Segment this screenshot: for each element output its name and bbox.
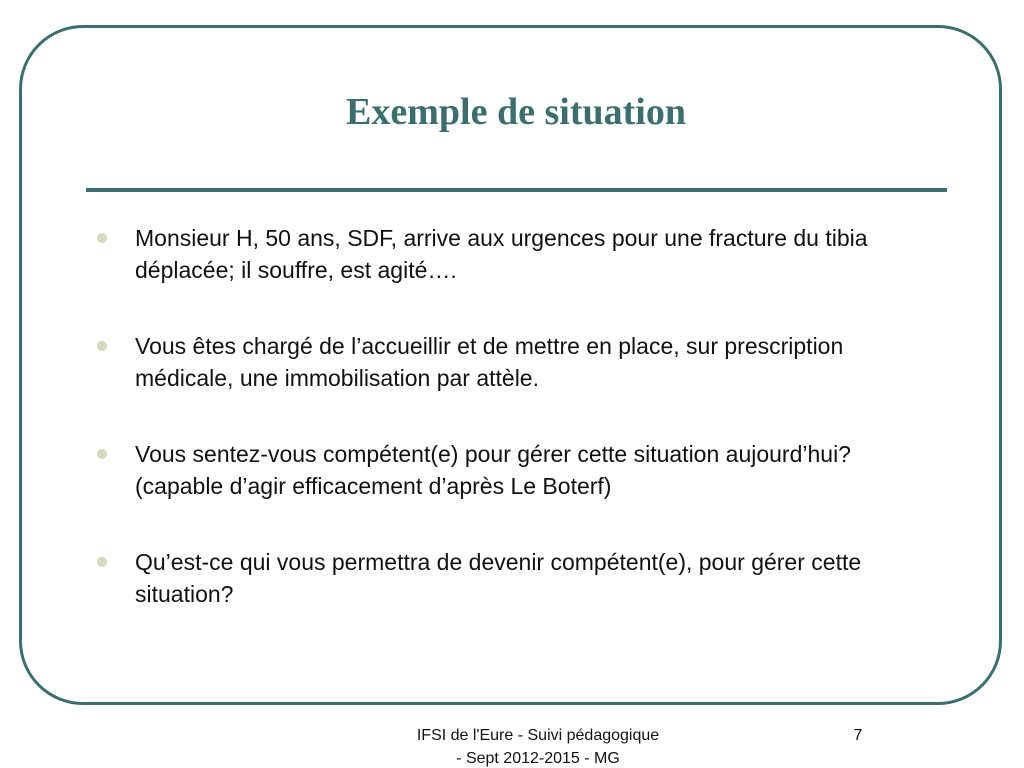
slide-number: 7 xyxy=(853,727,863,744)
footer-line-2: - Sept 2012-2015 - MG xyxy=(456,750,620,767)
footer-text xyxy=(380,724,696,768)
footer-line-1: IFSI de l'Eure - Suivi pédagogique xyxy=(416,727,660,744)
bullet-text: Qu’est-ce qui vous permettra de devenir compétent(e), pour gérer cette situation? xyxy=(135,549,862,607)
bullet-text: Vous sentez-vous compétent(e) pour gérer cette situation aujourd’hui? (capable d’agir efficacement d’après Le Boterf) xyxy=(135,441,851,499)
list-item xyxy=(96,330,916,394)
bullet-icon xyxy=(97,557,107,567)
bullet-text: Vous êtes chargé de l’accueillir et de mettre en place, sur prescription médicale, une immobilisation par attèle. xyxy=(135,333,844,391)
bullet-icon xyxy=(97,233,107,243)
list-item xyxy=(96,546,916,610)
list-item xyxy=(96,438,916,502)
bullet-text: Monsieur H, 50 ans, SDF, arrive aux urgences pour une fracture du tibia déplacée; il souffre, est agité…. xyxy=(135,225,868,283)
bullet-icon xyxy=(97,449,107,459)
slide-title: Exemple de situation xyxy=(346,91,686,133)
bullet-icon xyxy=(97,341,107,351)
bullet-list xyxy=(96,222,916,610)
title-divider xyxy=(86,188,947,192)
list-item xyxy=(96,222,916,286)
